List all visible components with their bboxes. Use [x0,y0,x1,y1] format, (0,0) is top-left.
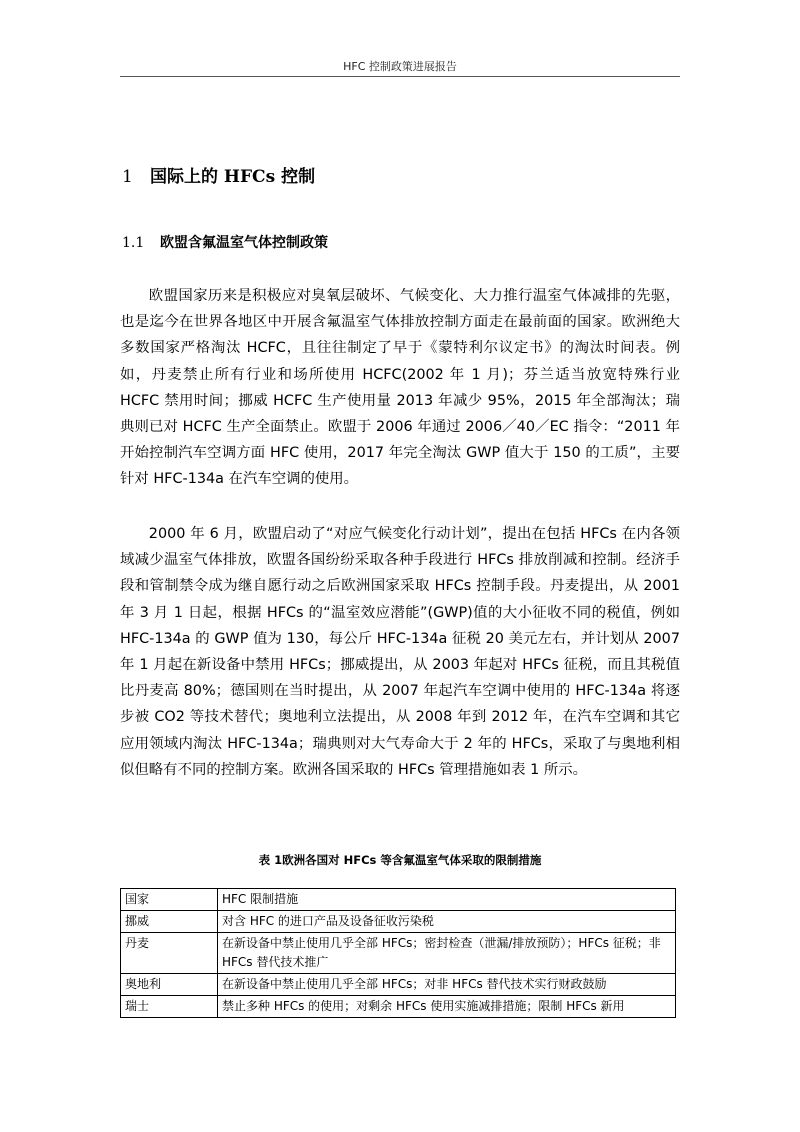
table-row [121,996,676,1018]
country-cell: 瑞士 [121,996,218,1018]
body-paragraph: 2000 年 6 月，欧盟启动了“对应气候变化行动计划”，提出在包括 HFCs 在内各领域减少温室气体排放，欧盟各国纷纷采取各种手段进行 HFCs 排放削减和控制。经济手段和管制禁令成为继自愿行动之后欧洲国家采取 HFCs 控制手段。丹麦提出，从 2001 年 3 月 1 日起，根据 HFCs 的“温室效应潜能”(GWP)值的大小征收不同的税值，例如 HFC-134a 的 GWP 值为 130，每公斤 HFC-134a 征税 20 美元左右，并计划从 2007 年 1 月起在新设备中禁用 HFCs；挪威提出，从 2003 年起对 HFCs 征税，而且其税值比丹麦高 80%；德国则在当时提出，从 2007 年起汽车空调中使用的 HFC-134a 将逐步被 CO2 等技术替代；奥地利立法提出，从 2008 年到 2012 年，在汽车空调和其它应用领域内淘汰 HFC-134a；瑞典则对大气寿命大于 2 年的 HFCs，采取了与奥地利相似但略有不同的控制方案。欧洲各国采取的 HFCs 管理措施如表 1 所示。 [120,526,680,778]
body-paragraph: 欧盟国家历来是积极应对臭氧层破坏、气候变化、大力推行温室气体减排的先驱，也是迄今在世界各地区中开展含氟温室气体排放控制方面走在最前面的国家。欧洲绝大多数国家严格淘汰 HCFC，且往往制定了早于《蒙特利尔议定书》的淘汰时间表。例如，丹麦禁止所有行业和场所使用 HCFC(2002 年 1 月)；芬兰适当放宽特殊行业 HCFC 禁用时间；挪威 HCFC 生产使用量 2013 年减少 95%，2015 年全部淘汰；瑞典则已对 HCFC 生产全面禁止。欧盟于 2006 年通过 2006／40／EC 指令：“2011 年开始控制汽车空调方面 HFC 使用，2017 年完全淘汰 GWP 值大于 150 的工质”，主要针对 HFC-134a 在汽车空调的使用。 [120,288,680,488]
section-number: 1 [122,167,133,187]
table-row [121,911,676,933]
subsection-number: 1.1 [122,235,145,251]
table-header-row [121,889,676,911]
measure-cell: 在新设备中禁止使用几乎全部 HFCs；密封检查（泄漏/排放预防）；HFCs 征税；非 HFCs 替代技术推广 [218,933,676,974]
section-title: 国际上的 HFCs 控制 [150,167,316,187]
running-header: HFC 控制政策进展报告 [343,60,457,73]
measure-cell: 对含 HFC 的进口产品及设备征收污染税 [218,911,676,933]
country-cell: 挪威 [121,911,218,933]
subsection-title: 欧盟含氟温室气体控制政策 [160,235,328,251]
measure-cell: 禁止多种 HFCs 的使用；对剩余 HFCs 使用实施减排措施；限制 HFCs 新用 [218,996,676,1018]
measure-cell: 在新设备中禁止使用几乎全部 HFCs；对非 HFCs 替代技术实行财政鼓励 [218,974,676,996]
table-row [121,974,676,996]
header-cell-country: 国家 [121,889,218,911]
measures-table [120,888,676,1018]
country-cell: 丹麦 [121,933,218,974]
table-row [121,933,676,974]
header-rule [120,76,680,77]
subsection-heading [122,232,328,252]
table-caption: 表 1欧洲各国对 HFCs 等含氟温室气体采取的限制措施 [258,853,542,867]
country-cell: 奥地利 [121,974,218,996]
header-cell-measure: HFC 限制措施 [218,889,676,911]
section-heading [122,162,315,187]
